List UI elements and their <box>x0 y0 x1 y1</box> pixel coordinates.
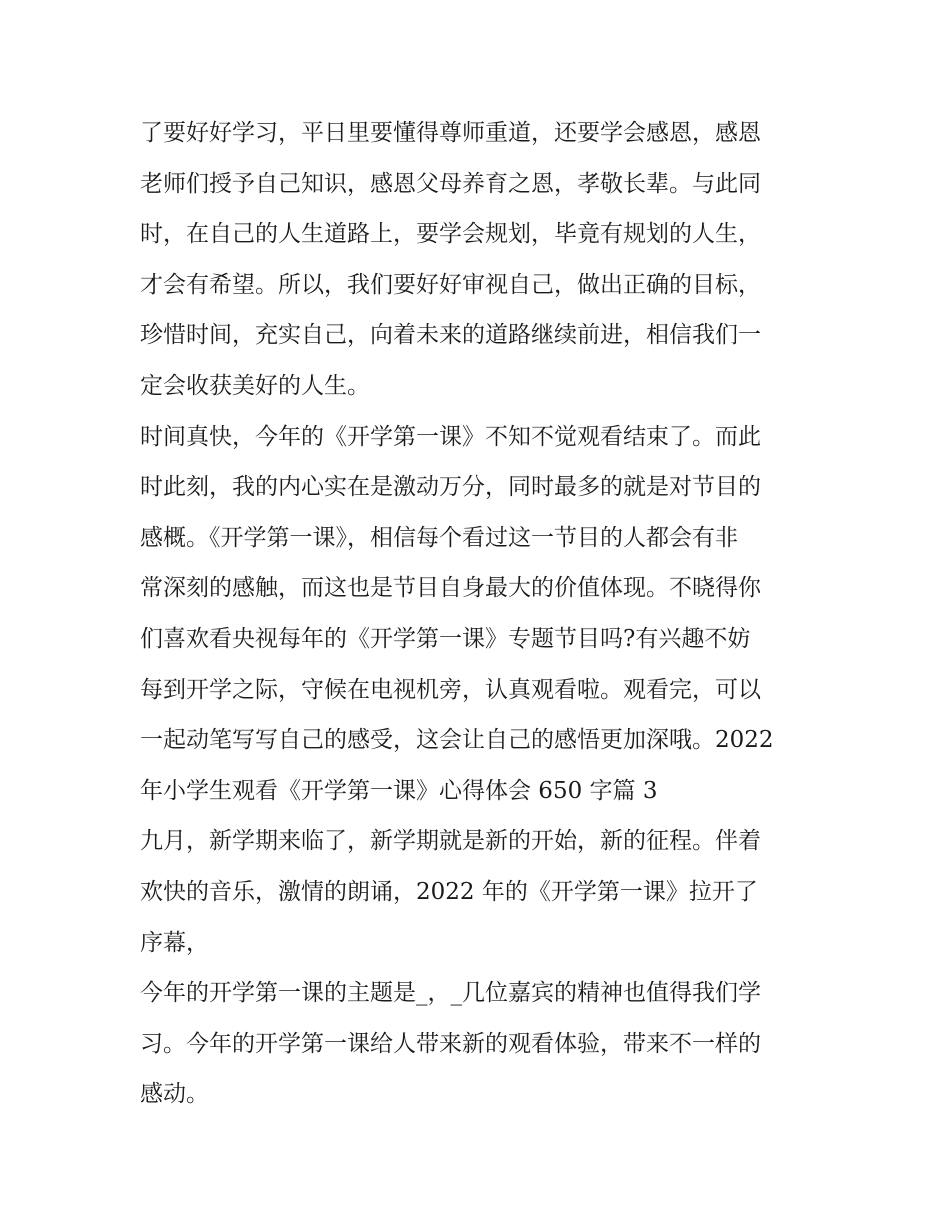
text-line: 感概。《开学第一课》，相信每个看过这一节目的人都会有非 <box>140 524 738 551</box>
body-text <box>140 108 820 1120</box>
text-line: 时此刻，我的内心实在是激动万分，同时最多的就是对节目的 <box>140 474 761 501</box>
text-line: 们喜欢看央视每年的《开学第一课》专题节目吗?有兴趣不妨 <box>140 625 751 652</box>
text-line: 才会有希望。所以，我们要好好审视自己，做出正确的目标， <box>140 271 761 298</box>
text-line: 欢快的音乐，激情的朗诵，2022 年的《开学第一课》拉开了 <box>140 878 758 905</box>
text-line: 每到开学之际，守候在电视机旁，认真观看啦。观看完，可以 <box>140 676 761 703</box>
text-line: 珍惜时间，充实自己，向着未来的道路继续前进，相信我们一 <box>140 322 761 349</box>
text-line: 时间真快，今年的《开学第一课》不知不觉观看结束了。而此 <box>140 423 761 450</box>
text-line: 今年的开学第一课的主题是_，_几位嘉宾的精神也值得我们学 <box>140 980 761 1007</box>
text-line: 习。今年的开学第一课给人带来新的观看体验，带来不一样的 <box>140 1030 761 1057</box>
text-line: 感动。 <box>140 1081 209 1108</box>
text-line: 了要好好学习，平日里要懂得尊师重道，还要学会感恩，感恩 <box>140 120 761 146</box>
section-heading-line: 年小学生观看《开学第一课》心得体会 650 字篇 3 <box>140 777 658 804</box>
text-line: 时，在自己的人生道路上，要学会规划，毕竟有规划的人生， <box>140 221 761 248</box>
text-line: 老师们授予自己知识，感恩父母养育之恩，孝敬长辈。与此同 <box>140 170 761 197</box>
text-line: 一起动笔写写自己的感受，这会让自己的感悟更加深哦。2022 <box>140 727 774 754</box>
text-line: 九月，新学期来临了，新学期就是新的开始，新的征程。伴着 <box>140 828 761 855</box>
text-line: 序幕， <box>140 929 209 956</box>
text-line: 常深刻的感触，而这也是节目自身最大的价值体现。不晓得你 <box>140 575 761 602</box>
text-line: 定会收获美好的人生。 <box>140 372 370 399</box>
